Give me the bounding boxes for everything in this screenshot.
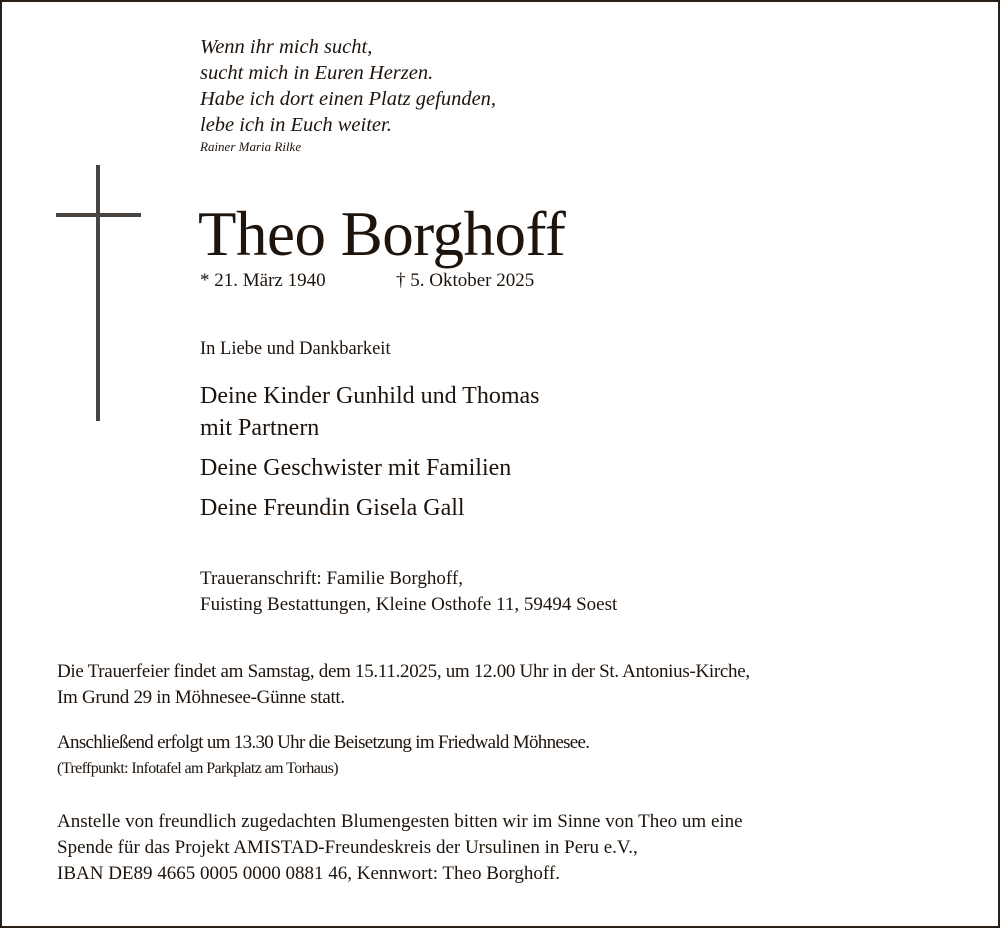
quote-line: Habe ich dort einen Platz gefunden, <box>200 88 497 110</box>
burial-info: Anschließend erfolgt um 13.30 Uhr die Beisetzung im Friedwald Möhnesee. <box>57 732 590 753</box>
address-line: Traueranschrift: Familie Borghoff, <box>200 568 463 589</box>
service-line: Die Trauerfeier findet am Samstag, dem 15.11.2025, um 12.00 Uhr in der St. Antonius-Kirche, <box>57 661 750 682</box>
deceased-name: Theo Borghoff <box>198 199 566 269</box>
quote <box>200 34 496 138</box>
service-info <box>57 659 750 711</box>
mourner-line: mit Partnern <box>200 415 320 441</box>
address-line: Fuisting Bestattungen, Kleine Osthofe 11, 59494 Soest <box>200 594 618 615</box>
mourner-line: Deine Freundin Gisela Gall <box>200 495 465 521</box>
birth-date: * 21. März 1940 <box>200 270 326 291</box>
burial-note: (Treffpunkt: Infotafel am Parkplatz am Torhaus) <box>57 760 338 777</box>
quote-line: lebe ich in Euch weiter. <box>200 114 392 136</box>
cross-vertical-beam <box>96 165 100 421</box>
mourning-address <box>200 566 617 618</box>
quote-line: Wenn ihr mich sucht, <box>200 36 373 58</box>
cross-horizontal-beam <box>56 213 141 217</box>
quote-line: sucht mich in Euren Herzen. <box>200 62 434 84</box>
donation-line: Anstelle von freundlich zugedachten Blumengesten bitten wir im Sinne von Theo um eine <box>57 811 743 832</box>
donation-line: IBAN DE89 4665 0005 0000 0881 46, Kennwort: Theo Borghoff. <box>57 863 560 884</box>
service-line: Im Grund 29 in Möhnesee-Günne statt. <box>57 687 345 708</box>
donation-info <box>57 809 743 887</box>
mourner-line: Deine Kinder Gunhild und Thomas <box>200 383 540 409</box>
mourners-intro: In Liebe und Dankbarkeit <box>200 339 391 359</box>
donation-line: Spende für das Projekt AMISTAD-Freundeskreis der Ursulinen in Peru e.V., <box>57 837 638 858</box>
death-date: † 5. Oktober 2025 <box>396 270 535 291</box>
mourner-line: Deine Geschwister mit Familien <box>200 455 512 481</box>
quote-author: Rainer Maria Rilke <box>200 139 302 154</box>
